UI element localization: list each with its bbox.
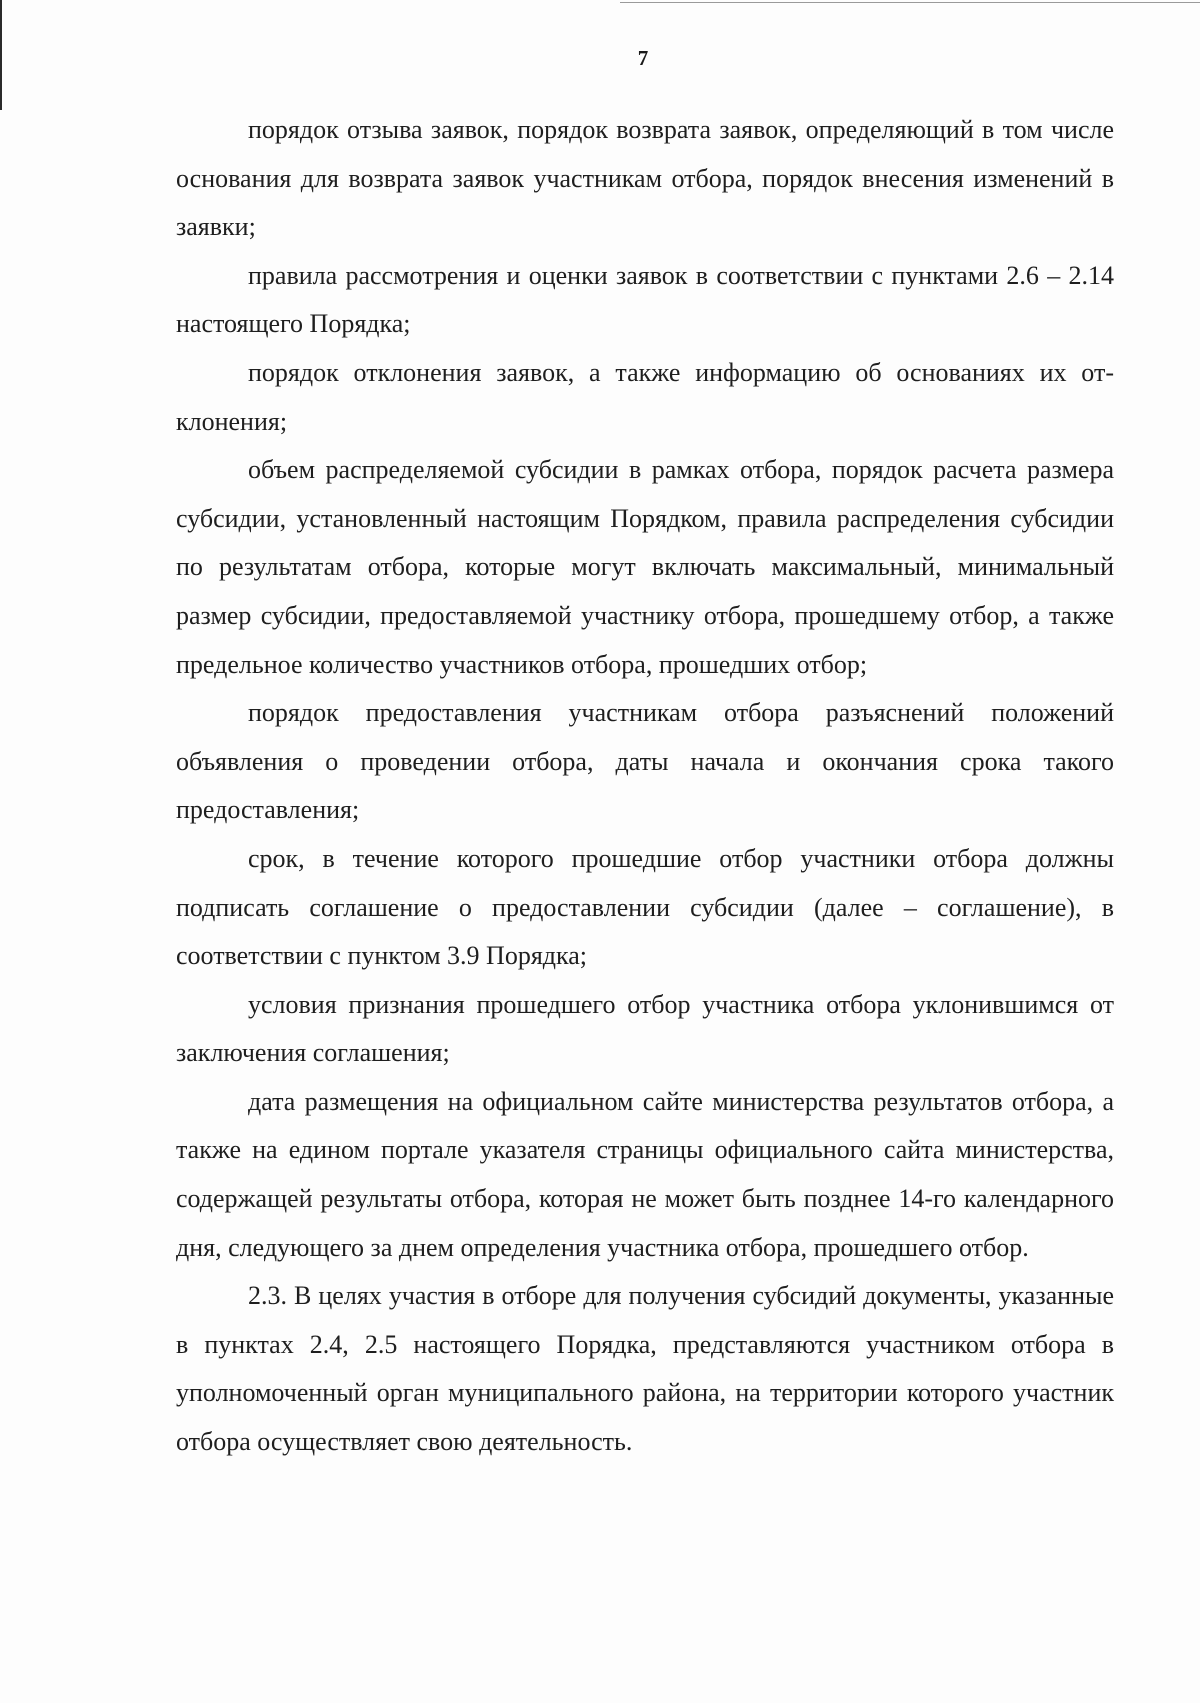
paragraph-rejection: порядок отклонения заявок, а также информацию об основаниях их отклонения; <box>176 357 1114 436</box>
paragraph-withdrawal: порядок отзыва заявок, порядок возврата заявок, определяющий в том числе основания для возврата заявок участникам отбора, порядок внесения изменений в заявки; <box>176 115 1114 242</box>
paragraph-results-date: дата размещения на официальном сайте министерства результатов отбора, а также на едином портале указателя страницы официального сайта министерства, содержащей результаты отбора, которая не может быть позднее 14-го календарного дня, следующего за днем определения участника отбора, прошедшего отбор. <box>176 1086 1114 1262</box>
scan-border-top <box>620 2 1200 3</box>
paragraph-evasion: условия признания прошедшего отбор участника отбора уклонившимся от заключения соглашения; <box>176 989 1114 1068</box>
document-body <box>176 106 1114 1467</box>
page-number: 7 <box>637 46 649 70</box>
paragraph-agreement-term: срок, в течение которого прошедшие отбор участники отбора должны подписать соглашение о предоставлении субсидии (далее – соглашение), в соответствии с пунктом 3.9 Порядка; <box>176 843 1114 971</box>
paragraph-review-rules: правила рассмотрения и оценки заявок в соответствии с пунктами 2.6 – 2.14 настоящего Порядка; <box>176 260 1114 339</box>
paragraph-section-2-3: 2.3. В целях участия в отборе для получения субсидий документы, указанные в пунктах 2.4, 2.5 настоящего Порядка, представляются участником отбора в уполномоченный орган муниципального района, на территории которого участник отбора осуществляет свою деятельность. <box>176 1281 1114 1457</box>
paragraph-clarifications: порядок предоставления участникам отбора разъяснений положений объявления о проведении отбора, даты начала и окончания срока такого предоставления; <box>176 698 1114 825</box>
paragraph-subsidy-volume: объем распределяемой субсидии в рамках отбора, порядок расчета размера субсидии, установленный настоящим Порядком, правила распределения субсидии по результатам отбора, которые могут включать максимальный, минимальный размер субсидии, предоставляемой участнику отбора, прошедшему отбор, а также предельное количество участников отбора, прошедших отбор; <box>176 455 1114 679</box>
